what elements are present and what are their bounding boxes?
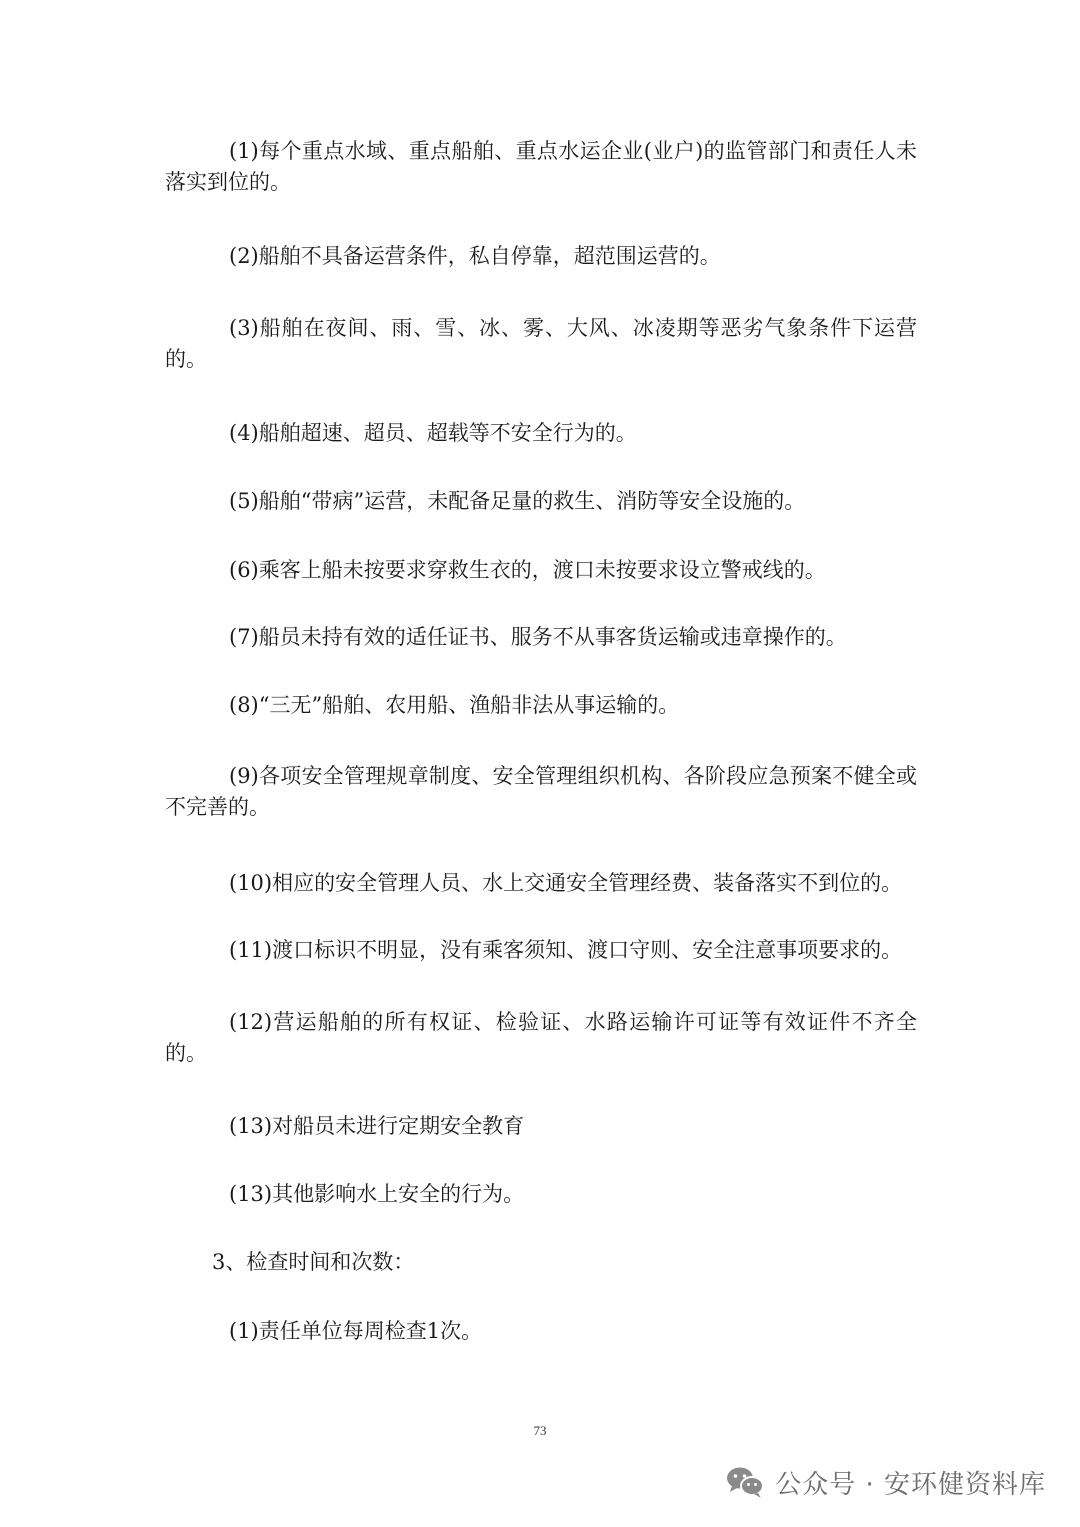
list-item: (1)每个重点水域、重点船舶、重点水运企业(业户)的监管部门和责任人未落实到位的。 — [165, 139, 917, 194]
list-item: (2)船舶不具备运营条件，私自停靠，超范围运营的。 — [229, 244, 721, 268]
list-item: (1)责任单位每周检查1次。 — [229, 1319, 483, 1343]
list-item: (7)船员未持有效的适任证书、服务不从事客货运输或违章操作的。 — [229, 625, 847, 649]
list-item: (9)各项安全管理规章制度、安全管理组织机构、各阶段应急预案不健全或不完善的。 — [165, 764, 917, 819]
section-heading: 3、检查时间和次数： — [212, 1250, 415, 1274]
list-item: (5)船舶“带病”运营，未配备足量的救生、消防等安全设施的。 — [229, 489, 806, 513]
list-item: (8)“三无”船舶、农用船、渔船非法从事运输的。 — [229, 693, 680, 717]
list-item: (3)船舶在夜间、雨、雪、冰、雾、大风、冰凌期等恶劣气象条件下运营的。 — [165, 316, 917, 371]
watermark — [725, 1460, 1046, 1504]
list-item: (13)对船员未进行定期安全教育 — [229, 1114, 525, 1138]
list-item: (4)船舶超速、超员、超载等不安全行为的。 — [229, 421, 637, 445]
wechat-icon — [725, 1465, 765, 1499]
list-item: (13)其他影响水上安全的行为。 — [229, 1182, 525, 1206]
page-number: 73 — [533, 1423, 547, 1438]
watermark-text: 公众号 · 安环健资料库 — [775, 1469, 1046, 1500]
list-item: (12)营运船舶的所有权证、检验证、水路运输许可证等有效证件不齐全的。 — [165, 1010, 917, 1065]
list-item: (10)相应的安全管理人员、水上交通安全管理经费、装备落实不到位的。 — [229, 871, 903, 895]
list-item: (6)乘客上船未按要求穿救生衣的，渡口未按要求设立警戒线的。 — [229, 558, 826, 582]
list-item: (11)渡口标识不明显，没有乘客须知、渡口守则、安全注意事项要求的。 — [229, 938, 903, 962]
